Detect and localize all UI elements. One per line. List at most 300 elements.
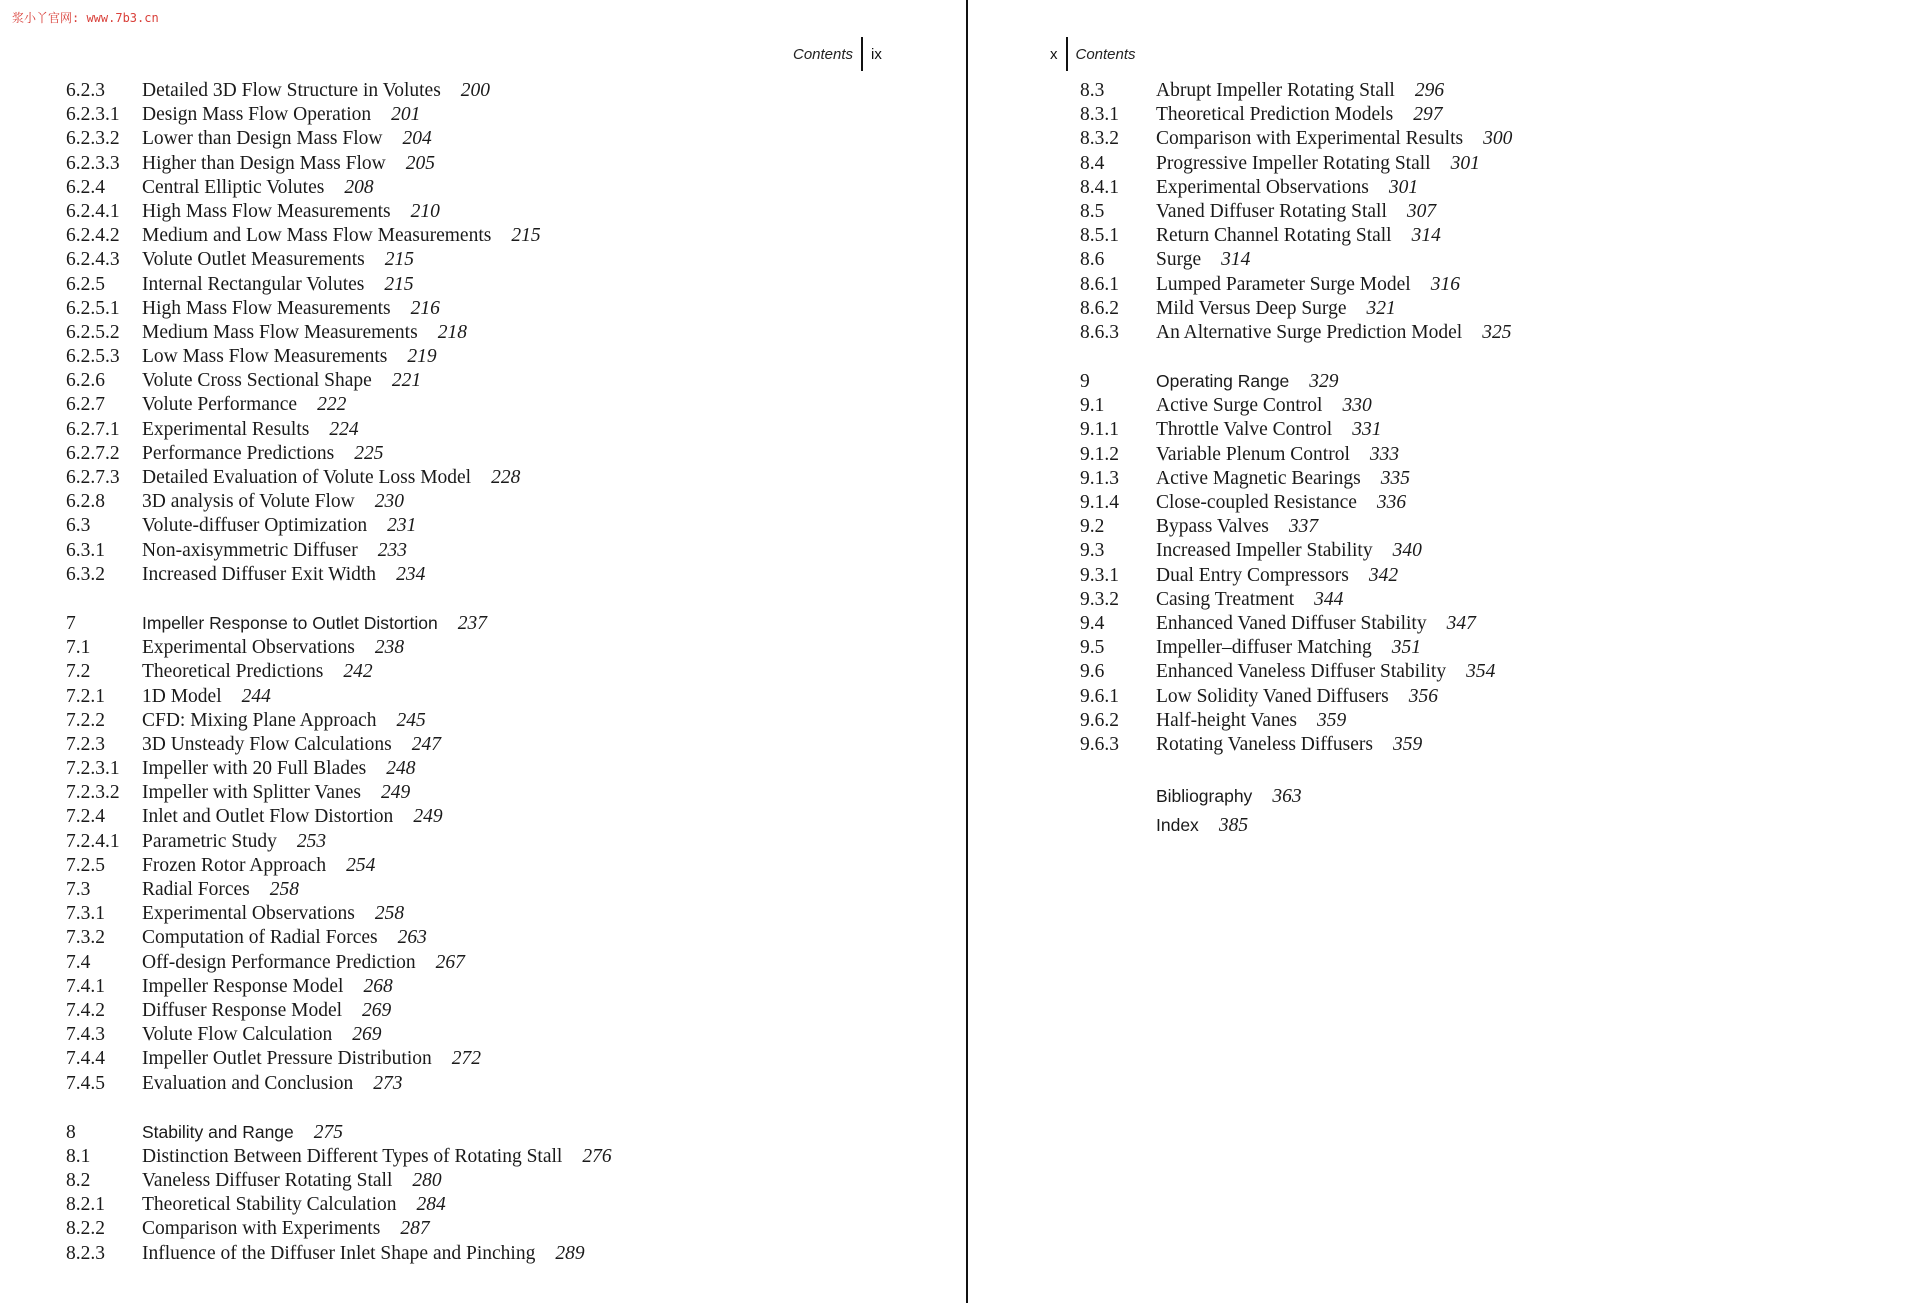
entry-title: Low Mass Flow Measurements xyxy=(142,346,388,368)
entry-number: 7.2.3 xyxy=(66,733,105,755)
toc-entry[interactable] xyxy=(1080,249,1512,273)
entry-number: 9 xyxy=(1080,371,1090,393)
entry-title: 1D Model xyxy=(142,685,222,707)
watermark: 浆小丫官网: www.7b3.cn xyxy=(12,11,159,25)
entry-page-number: 237 xyxy=(457,612,487,634)
entry-number: 6.2.6 xyxy=(66,370,105,392)
entry-title: Design Mass Flow Operation xyxy=(142,104,372,126)
entry-number: 6.2.3.3 xyxy=(66,152,120,174)
toc-chapter[interactable] xyxy=(1080,371,1512,395)
toc-back-matter[interactable] xyxy=(1080,786,1512,815)
entry-page-number: 267 xyxy=(435,951,465,973)
entry-number: 8.2.2 xyxy=(66,1218,105,1240)
entry-number: 9.1.4 xyxy=(1080,492,1119,513)
entry-title: Throttle Valve Control xyxy=(1156,419,1333,441)
entry-title: Medium Mass Flow Measurements xyxy=(142,321,418,343)
entry-title: Mild Versus Deep Surge xyxy=(1156,297,1347,319)
toc-entry[interactable] xyxy=(1080,274,1512,298)
entry-page-number: 269 xyxy=(362,999,392,1021)
entry-title: Volute Cross Sectional Shape xyxy=(142,370,372,392)
entry-page-number: 307 xyxy=(1406,200,1437,222)
entry-number: 9.6 xyxy=(1080,661,1105,683)
entry-title: Active Magnetic Bearings xyxy=(1156,467,1361,489)
toc-entry[interactable] xyxy=(66,1194,612,1218)
entry-page-number: 301 xyxy=(1388,176,1419,198)
toc-entry[interactable] xyxy=(1080,492,1512,516)
entry-number: 8.6.1 xyxy=(1080,273,1119,295)
entry-page-number: 359 xyxy=(1316,709,1347,731)
entry-page-number: 268 xyxy=(363,975,393,997)
entry-title: Experimental Observations xyxy=(1156,176,1369,198)
entry-number: 6.2.3.1 xyxy=(66,104,120,126)
entry-title: Enhanced Vaneless Diffuser Stability xyxy=(1156,661,1447,683)
entry-title: Return Channel Rotating Stall xyxy=(1156,225,1392,247)
entry-title: Central Elliptic Volutes xyxy=(142,176,325,198)
right-header-page-number: x xyxy=(1050,45,1058,63)
entry-title: High Mass Flow Measurements xyxy=(142,200,391,222)
entry-page-number: 247 xyxy=(411,733,441,755)
entry-number: 7.4.3 xyxy=(66,1024,105,1046)
entry-title: Off-design Performance Prediction xyxy=(142,951,416,973)
entry-number: 9.6.3 xyxy=(1080,733,1119,755)
toc-entry[interactable] xyxy=(66,661,612,685)
entry-title: Evaluation and Conclusion xyxy=(142,1072,354,1094)
entry-page-number: 258 xyxy=(374,903,405,925)
toc-entry[interactable] xyxy=(1080,565,1512,589)
left-toc xyxy=(66,80,612,1267)
entry-title: Impeller Response to Outlet Distortion xyxy=(142,612,438,633)
entry-page-number: 205 xyxy=(405,152,435,174)
toc-entry[interactable] xyxy=(1080,468,1512,492)
entry-title: Casing Treatment xyxy=(1156,588,1295,610)
entry-number: 6.2.5.1 xyxy=(66,297,120,319)
entry-title: Operating Range xyxy=(1156,371,1290,392)
entry-title: Detailed Evaluation of Volute Loss Model xyxy=(142,467,472,488)
entry-number: 8.3 xyxy=(1080,80,1105,101)
entry-title: Computation of Radial Forces xyxy=(142,927,378,949)
entry-page-number: 300 xyxy=(1483,128,1513,150)
entry-title: Variable Plenum Control xyxy=(1156,443,1350,465)
entry-page-number: 200 xyxy=(460,80,491,101)
entry-title: Low Solidity Vaned Diffusers xyxy=(1156,685,1389,707)
toc-entry[interactable] xyxy=(66,153,612,177)
entry-title: Parametric Study xyxy=(142,830,277,852)
entry-page-number: 276 xyxy=(582,1145,612,1167)
entry-title: Active Surge Control xyxy=(1156,395,1323,417)
entry-title: Impeller with Splitter Vanes xyxy=(142,782,361,804)
toc-entry[interactable] xyxy=(66,491,612,515)
toc-chapter[interactable] xyxy=(66,1122,612,1146)
section-gap xyxy=(66,588,612,613)
entry-number: 8.1 xyxy=(66,1145,91,1167)
section-gap xyxy=(1080,758,1512,786)
entry-page-number: 301 xyxy=(1450,152,1480,174)
entry-number: 8.6.2 xyxy=(1080,297,1119,319)
entry-number: 7.3 xyxy=(66,879,91,900)
right-header-title: Contents xyxy=(1075,45,1136,63)
toc-entry[interactable] xyxy=(1080,153,1512,177)
entry-title: Bypass Valves xyxy=(1156,516,1269,538)
entry-title: Diffuser Response Model xyxy=(142,999,343,1021)
entry-number: 7.2 xyxy=(66,661,91,683)
entry-page-number: 222 xyxy=(317,394,347,416)
toc-entry[interactable] xyxy=(66,467,612,491)
entry-page-number: 335 xyxy=(1380,467,1410,489)
entry-number: 6.2.3 xyxy=(66,80,105,101)
toc-entry[interactable] xyxy=(1080,516,1512,540)
entry-number: 6.2.4 xyxy=(66,176,105,198)
toc-entry[interactable] xyxy=(1080,589,1512,613)
toc-entry[interactable] xyxy=(66,274,612,298)
toc-entry[interactable] xyxy=(66,225,612,249)
entry-number: 9.1.3 xyxy=(1080,467,1119,489)
entry-number: 7.3.2 xyxy=(66,927,105,949)
toc-back-matter[interactable] xyxy=(1080,815,1512,844)
entry-page-number: 244 xyxy=(241,685,271,707)
toc-entry[interactable] xyxy=(66,298,612,322)
entry-title: Abrupt Impeller Rotating Stall xyxy=(1156,80,1395,101)
entry-page-number: 201 xyxy=(391,104,421,126)
entry-title: Influence of the Diffuser Inlet Shape and Pinching xyxy=(142,1242,536,1264)
toc-entry[interactable] xyxy=(66,249,612,273)
toc-entry[interactable] xyxy=(66,952,612,976)
entry-page-number: 208 xyxy=(344,176,374,198)
entry-page-number: 330 xyxy=(1342,395,1372,417)
entry-page-number: 218 xyxy=(437,321,467,343)
left-header-page-number: ix xyxy=(871,45,882,63)
entry-title: Bibliography xyxy=(1156,786,1253,807)
entry-number: 6.2.4.1 xyxy=(66,200,120,222)
entry-title: Comparison with Experimental Results xyxy=(1156,128,1464,150)
entry-title: Impeller Response Model xyxy=(142,975,344,997)
entry-page-number: 215 xyxy=(384,249,415,271)
entry-page-number: 230 xyxy=(374,491,404,513)
entry-title: Performance Predictions xyxy=(142,442,335,464)
toc-entry[interactable] xyxy=(66,1243,612,1267)
entry-title: Increased Impeller Stability xyxy=(1156,540,1373,562)
entry-number: 6.2.7.1 xyxy=(66,418,120,440)
entry-page-number: 215 xyxy=(384,273,414,295)
entry-page-number: 342 xyxy=(1368,564,1399,586)
entry-page-number: 204 xyxy=(402,128,432,150)
entry-number: 6.2.3.2 xyxy=(66,128,120,150)
toc-entry[interactable] xyxy=(66,782,612,806)
entry-number: 6.2.7.3 xyxy=(66,467,120,488)
entry-title: Rotating Vaneless Diffusers xyxy=(1156,733,1374,755)
entry-title: Distinction Between Different Types of Rotating Stall xyxy=(142,1145,563,1167)
toc-entry[interactable] xyxy=(66,394,612,418)
entry-title: Impeller Outlet Pressure Distribution xyxy=(142,1048,432,1070)
entry-number: 8.4.1 xyxy=(1080,176,1119,198)
entry-title: Enhanced Vaned Diffuser Stability xyxy=(1156,612,1427,634)
entry-number: 8.2 xyxy=(66,1170,91,1192)
entry-page-number: 351 xyxy=(1391,637,1421,659)
entry-page-number: 263 xyxy=(397,927,427,949)
entry-number: 6.2.7.2 xyxy=(66,442,120,464)
entry-number: 8.5.1 xyxy=(1080,225,1119,247)
entry-page-number: 280 xyxy=(412,1170,442,1192)
entry-page-number: 249 xyxy=(413,806,443,828)
entry-number: 6.2.7 xyxy=(66,394,105,416)
entry-title: Increased Diffuser Exit Width xyxy=(142,563,377,585)
toc-entry[interactable] xyxy=(66,637,612,661)
toc-entry[interactable] xyxy=(66,104,612,128)
entry-title: Inlet and Outlet Flow Distortion xyxy=(142,806,394,828)
entry-title: Experimental Observations xyxy=(142,637,355,659)
toc-entry[interactable] xyxy=(1080,686,1512,710)
entry-title: Theoretical Stability Calculation xyxy=(142,1194,397,1216)
entry-title: Lumped Parameter Surge Model xyxy=(1156,273,1411,295)
entry-page-number: 224 xyxy=(329,418,359,440)
entry-page-number: 272 xyxy=(451,1048,481,1070)
entry-page-number: 234 xyxy=(396,563,426,585)
entry-title: Comparison with Experiments xyxy=(142,1218,381,1240)
toc-entry[interactable] xyxy=(66,758,612,782)
toc-entry[interactable] xyxy=(66,564,612,588)
toc-entry[interactable] xyxy=(1080,444,1512,468)
toc-entry[interactable] xyxy=(1080,395,1512,419)
entry-page-number: 385 xyxy=(1218,815,1249,837)
entry-title: Experimental Results xyxy=(142,418,310,440)
entry-title: High Mass Flow Measurements xyxy=(142,297,391,319)
entry-title: Dual Entry Compressors xyxy=(1156,564,1349,586)
toc-entry[interactable] xyxy=(66,734,612,758)
entry-page-number: 325 xyxy=(1482,321,1512,343)
entry-number: 8.5 xyxy=(1080,200,1105,222)
entry-number: 6.2.8 xyxy=(66,491,105,513)
toc-entry[interactable] xyxy=(66,831,612,855)
toc-entry[interactable] xyxy=(66,1048,612,1072)
toc-entry[interactable] xyxy=(66,443,612,467)
entry-title: Vaned Diffuser Rotating Stall xyxy=(1156,200,1387,222)
entry-page-number: 215 xyxy=(511,225,541,247)
toc-entry[interactable] xyxy=(66,346,612,370)
toc-entry[interactable] xyxy=(66,128,612,152)
toc-entry[interactable] xyxy=(66,419,612,443)
entry-number: 9.3 xyxy=(1080,540,1105,562)
entry-number: 8 xyxy=(66,1121,76,1143)
entry-number: 7.3.1 xyxy=(66,903,105,925)
entry-number: 6.3.2 xyxy=(66,563,105,585)
entry-page-number: 284 xyxy=(416,1194,446,1216)
entry-page-number: 248 xyxy=(386,758,416,780)
toc-entry[interactable] xyxy=(66,1146,612,1170)
entry-page-number: 329 xyxy=(1309,371,1339,393)
entry-title: Frozen Rotor Approach xyxy=(142,854,327,876)
toc-entry[interactable] xyxy=(66,322,612,346)
toc-entry[interactable] xyxy=(1080,225,1512,249)
toc-entry[interactable] xyxy=(66,1218,612,1242)
entry-page-number: 340 xyxy=(1392,540,1422,562)
entry-page-number: 228 xyxy=(491,467,521,488)
entry-page-number: 210 xyxy=(410,200,440,222)
entry-page-number: 273 xyxy=(373,1072,403,1094)
toc-entry[interactable] xyxy=(66,976,612,1000)
header-rule xyxy=(861,37,863,71)
entry-title: Progressive Impeller Rotating Stall xyxy=(1156,152,1431,174)
toc-entry[interactable] xyxy=(66,903,612,927)
entry-title: Internal Rectangular Volutes xyxy=(142,273,365,295)
entry-title: CFD: Mixing Plane Approach xyxy=(142,709,377,731)
entry-number: 8.3.1 xyxy=(1080,104,1119,126)
toc-entry[interactable] xyxy=(66,1000,612,1024)
entry-page-number: 363 xyxy=(1272,786,1302,808)
entry-page-number: 245 xyxy=(396,709,426,731)
entry-title: Higher than Design Mass Flow xyxy=(142,152,386,174)
entry-number: 7.2.3.1 xyxy=(66,758,120,780)
entry-title: Close-coupled Resistance xyxy=(1156,492,1357,513)
entry-title: Volute Outlet Measurements xyxy=(142,249,365,271)
toc-entry[interactable] xyxy=(66,201,612,225)
entry-page-number: 225 xyxy=(354,442,384,464)
entry-page-number: 296 xyxy=(1414,80,1445,101)
toc-entry[interactable] xyxy=(1080,710,1512,734)
entry-number: 7.4 xyxy=(66,951,91,973)
entry-number: 7.4.2 xyxy=(66,999,105,1021)
entry-number: 7.2.4 xyxy=(66,806,105,828)
entry-page-number: 254 xyxy=(346,854,376,876)
toc-entry[interactable] xyxy=(66,1170,612,1194)
entry-title: Impeller–diffuser Matching xyxy=(1156,637,1372,659)
entry-page-number: 316 xyxy=(1430,273,1460,295)
toc-entry[interactable] xyxy=(66,80,612,104)
entry-page-number: 336 xyxy=(1376,492,1407,513)
entry-title: Volute Flow Calculation xyxy=(142,1024,333,1046)
toc-entry[interactable] xyxy=(1080,201,1512,225)
entry-number: 8.6.3 xyxy=(1080,321,1119,343)
entry-page-number: 231 xyxy=(387,515,417,537)
toc-entry[interactable] xyxy=(1080,419,1512,443)
entry-title: Theoretical Prediction Models xyxy=(1156,104,1394,126)
section-gap xyxy=(66,1097,612,1122)
entry-page-number: 354 xyxy=(1466,661,1496,683)
entry-title: Surge xyxy=(1156,249,1202,271)
entry-number: 7.2.2 xyxy=(66,709,105,731)
page-spread-divider xyxy=(966,0,968,1303)
entry-page-number: 314 xyxy=(1221,249,1251,271)
entry-page-number: 287 xyxy=(400,1218,430,1240)
toc-entry[interactable] xyxy=(1080,177,1512,201)
toc-entry[interactable] xyxy=(1080,104,1512,128)
entry-page-number: 219 xyxy=(407,346,437,368)
entry-page-number: 258 xyxy=(269,879,300,900)
entry-number: 9.1.2 xyxy=(1080,443,1119,465)
entry-number: 8.4 xyxy=(1080,152,1105,174)
toc-entry[interactable] xyxy=(1080,80,1512,104)
entry-title: 3D Unsteady Flow Calculations xyxy=(142,733,392,755)
entry-page-number: 249 xyxy=(380,782,411,804)
entry-page-number: 269 xyxy=(352,1024,382,1046)
entry-number: 9.1.1 xyxy=(1080,419,1119,441)
entry-page-number: 337 xyxy=(1288,516,1319,538)
entry-page-number: 356 xyxy=(1408,685,1438,707)
entry-page-number: 242 xyxy=(343,661,373,683)
entry-number: 9.6.1 xyxy=(1080,685,1119,707)
entry-page-number: 297 xyxy=(1413,104,1443,126)
entry-number: 7.2.4.1 xyxy=(66,830,120,852)
entry-number: 6.2.5 xyxy=(66,273,105,295)
entry-number: 9.4 xyxy=(1080,612,1105,634)
toc-entry[interactable] xyxy=(66,1024,612,1048)
entry-page-number: 216 xyxy=(410,297,440,319)
entry-title: Theoretical Predictions xyxy=(142,661,324,683)
header-rule xyxy=(1066,37,1068,71)
toc-entry[interactable] xyxy=(66,879,612,903)
entry-number: 7.2.3.2 xyxy=(66,782,120,804)
entry-title: Impeller with 20 Full Blades xyxy=(142,758,367,780)
entry-title: Medium and Low Mass Flow Measurements xyxy=(142,225,492,247)
toc-chapter[interactable] xyxy=(66,613,612,637)
entry-page-number: 321 xyxy=(1366,297,1396,319)
toc-entry[interactable] xyxy=(66,1073,612,1097)
entry-title: Vaneless Diffuser Rotating Stall xyxy=(142,1170,393,1192)
toc-entry[interactable] xyxy=(66,927,612,951)
entry-number: 8.2.1 xyxy=(66,1194,105,1216)
entry-page-number: 333 xyxy=(1369,443,1400,465)
toc-entry[interactable] xyxy=(66,855,612,879)
toc-entry[interactable] xyxy=(1080,322,1512,346)
entry-page-number: 238 xyxy=(374,637,405,659)
right-page-header xyxy=(1050,38,1136,70)
entry-number: 6.2.5.2 xyxy=(66,321,120,343)
entry-page-number: 289 xyxy=(555,1242,585,1264)
entry-number: 9.3.2 xyxy=(1080,588,1119,610)
toc-entry[interactable] xyxy=(1080,637,1512,661)
entry-number: 6.2.5.3 xyxy=(66,346,120,368)
toc-entry[interactable] xyxy=(66,177,612,201)
toc-entry[interactable] xyxy=(1080,540,1512,564)
toc-entry[interactable] xyxy=(1080,613,1512,637)
entry-title: Half-height Vanes xyxy=(1156,709,1297,731)
entry-title: Stability and Range xyxy=(142,1121,294,1142)
left-header-title: Contents xyxy=(793,45,854,63)
toc-entry[interactable] xyxy=(66,540,612,564)
entry-number: 6.2.4.3 xyxy=(66,249,120,271)
entry-page-number: 331 xyxy=(1352,419,1382,441)
entry-number: 6.3.1 xyxy=(66,539,105,561)
entry-number: 8.3.2 xyxy=(1080,128,1119,150)
toc-entry[interactable] xyxy=(1080,128,1512,152)
entry-number: 9.1 xyxy=(1080,395,1105,417)
entry-number: 7.4.5 xyxy=(66,1072,105,1094)
section-gap xyxy=(1080,346,1512,371)
entry-title: Radial Forces xyxy=(142,879,250,900)
toc-entry[interactable] xyxy=(1080,298,1512,322)
entry-number: 9.3.1 xyxy=(1080,564,1119,586)
entry-title: 3D analysis of Volute Flow xyxy=(142,491,355,513)
entry-page-number: 344 xyxy=(1314,588,1344,610)
toc-entry[interactable] xyxy=(66,370,612,394)
toc-entry[interactable] xyxy=(66,515,612,539)
entry-number: 6.3 xyxy=(66,515,91,537)
toc-entry[interactable] xyxy=(66,710,612,734)
entry-number: 7 xyxy=(66,612,76,634)
entry-title: An Alternative Surge Prediction Model xyxy=(1156,321,1463,343)
toc-entry[interactable] xyxy=(1080,661,1512,685)
toc-entry[interactable] xyxy=(66,806,612,830)
toc-entry[interactable] xyxy=(1080,734,1512,758)
entry-number: 9.6.2 xyxy=(1080,709,1119,731)
entry-number: 6.2.4.2 xyxy=(66,225,120,247)
toc-entry[interactable] xyxy=(66,686,612,710)
entry-number: 8.2.3 xyxy=(66,1242,105,1264)
entry-number: 8.6 xyxy=(1080,249,1105,271)
entry-page-number: 253 xyxy=(296,830,327,852)
entry-title: Volute-diffuser Optimization xyxy=(142,515,368,537)
entry-title: Experimental Observations xyxy=(142,903,355,925)
entry-page-number: 347 xyxy=(1446,612,1476,634)
entry-number: 7.1 xyxy=(66,637,91,659)
